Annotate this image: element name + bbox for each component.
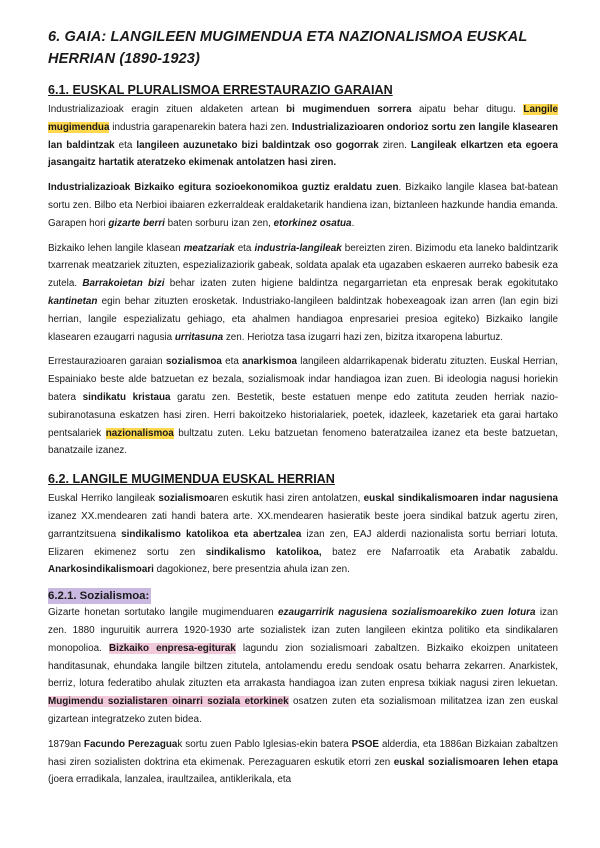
text: izan zen, EAJ alderdi nazionalista sortu berriari lotuta. Elizaren ekimenez sortu zen xyxy=(48,528,558,558)
text: ren eskutik hasi ziren antolatzen, xyxy=(214,493,364,505)
text: alderdia, eta 1886an Bizkaian zabaltzen hasi ziren sozialisten doktrina eta ekimenak. Perezaguaren eskutik etorri zen xyxy=(48,738,558,768)
subsection-heading-6-2-1: 6.2.1. Sozialismoa: xyxy=(48,590,150,603)
text: baten sorburu izan zen, xyxy=(164,217,274,229)
text: . xyxy=(351,217,355,229)
text: langileen auzunetako bizi baldintzak oso gogorrak xyxy=(136,139,379,151)
text: k sortu zuen Pablo Iglesias-ekin batera xyxy=(177,738,352,750)
highlight: Bizkaiko enpresa-egiturak xyxy=(108,642,236,654)
text: sindikalismo katolikoa, xyxy=(205,546,322,558)
paragraph xyxy=(48,604,558,729)
text: anarkismoa xyxy=(242,356,298,368)
text: osatzen zuten eta sozialismoan militatzea izan zen euskal gizartean integratzeko zuten bidea. xyxy=(48,696,558,725)
paragraph xyxy=(48,179,558,232)
text: kantinetan xyxy=(48,295,98,307)
text: eta xyxy=(234,242,255,254)
text: lagundu zion sozialismoari zabaltzen. Bizkaiko ekoizpen unitateen handitasunak, ehundaka langile biltzen zitutela, antolamendu eredu sendoak osatu beharra zekarren. Anarkistek, berriz, lotura federatibo ahulak zituzten eta arrakasta handiagoa izan zuten enpresa txikiak nagusi ziren lekuetan. xyxy=(48,642,559,690)
highlight: nazionalismoa xyxy=(105,427,174,439)
highlight: Langile mugimendua xyxy=(48,104,558,133)
text: langileen aldarrikapenak bideratu zituzten. Euskal Herrian, Espainiako beste alde batzuetan ez bezala, sozialismoak indar handiagoa izan zuen. Bi ideologia nagusi horiekin batera xyxy=(48,356,559,403)
text: sozialismoa xyxy=(158,493,215,505)
paragraph xyxy=(48,101,558,172)
text: Industrializazioak Bizkaiko egitura sozioekonomikoa guztiz eraldatu zuen xyxy=(48,182,399,194)
text: bereizten ziren. Bizimodu eta laneko baldintzarik txarrenak meatzariek zituzten, espezializaziorik gabeak, soldata apalak eta ugazaben eskaeren aurreko babesik eza zutela. xyxy=(48,242,559,290)
text: garatu zen. Bestetik, beste estatuen menpe edo zatituta zeuden herriak nazio-subiranotasuna eskatzen hasi ziren. Herri bakoitzeko historialariek, poetek, idazleek, kazetariek eta garai hartako pentsalariek xyxy=(48,391,558,439)
text: eta xyxy=(114,139,137,151)
text: batez ere Nafarroatik eta Arabatik zabaldu. xyxy=(321,546,558,558)
document-title: 6. GAIA: LANGILEEN MUGIMENDUA ETA NAZIONALISMOA EUSKAL HERRIAN (1890-1923) xyxy=(48,29,528,67)
text: 1879an xyxy=(48,738,84,750)
text: industria garapenarekin batera hazi zen. xyxy=(109,121,292,133)
text: aipatu behar ditugu. xyxy=(411,104,524,115)
text: Industrializazioaren ondorioz sortu zen langile klasearen lan baldintzak xyxy=(48,121,558,151)
text: Euskal Herriko langileak xyxy=(48,493,159,505)
text: ezaugarririk nagusiena sozialismoarekiko zuen lotura xyxy=(278,607,536,619)
text: euskal sozialismoaren lehen etapa xyxy=(393,756,558,768)
text: (joera erradikala, lanzalea, iraultzailea, antiklerikala, eta xyxy=(48,774,292,786)
text: etorkinez osatua xyxy=(273,217,352,229)
text: Langileak elkartzen eta egoera jasangaitz hartatik ateratzeko ekimenak antolatzen hasi ziren. xyxy=(48,139,558,169)
text: PSOE xyxy=(351,738,380,750)
text: gizarte berri xyxy=(108,217,165,229)
text: ziren. xyxy=(378,139,411,151)
document-page xyxy=(48,26,558,796)
text: Errestaurazioaren garaian xyxy=(48,356,166,368)
text: meatzariak xyxy=(183,242,235,254)
paragraph xyxy=(48,240,558,347)
text: Gizarte honetan sortutako langile mugimenduaren xyxy=(48,607,279,619)
highlight: Mugimendu sozialistaren oinarri soziala etorkinek xyxy=(48,696,289,708)
text: izan zen. 1880 inguruitik aurrera 1920-1930 arte sozialistek izan zuten langileen ekintza politiko eta sindikalaren monopolioa. xyxy=(48,607,558,654)
text: dagokionez, bere presentzia ahula izan zen. xyxy=(153,564,350,576)
text: zen. Heriotza tasa izugarri hazi zen, bizitza itxaropena laburtuz. xyxy=(223,331,504,343)
text: urritasuna xyxy=(174,331,224,343)
text: bultzatu zuten. Leku batzuetan fenomeno bateratzailea izanez eta beste batzuetan, banatzaile izanez. xyxy=(48,427,558,457)
text: Anarkosindikalismoari xyxy=(48,564,154,576)
text: sozialismoa xyxy=(165,356,222,368)
text: behar izaten zuten higiene baldintza negargarrietan eta enpresak berak egokitutako xyxy=(164,278,558,290)
text: industria-langileak xyxy=(254,242,342,254)
text: Facundo Perezagua xyxy=(83,738,178,750)
paragraph xyxy=(48,490,558,579)
text: Barrakoietan bizi xyxy=(82,278,165,290)
text: izanez XX.mendearen zati handi batera arte. XX.mendearen hasieratik beste joera sindikal batzuk agertu ziren, garrantzitsuena xyxy=(48,510,558,540)
text: sindikalismo katolikoa eta abertzalea xyxy=(121,528,302,540)
text: egin behar zituzten erosketak. Industriako-langileen baldintzak hobexeagoak izan arren (lan egin bizi herrian, langile espezializatu gehiago, eta ahalmen handiagoa enpresariei presioa egiteko) Bizkaiko langile klasearen ezaugarri nagusia xyxy=(48,295,558,343)
text: sindikatu kristaua xyxy=(82,391,171,403)
text: eta xyxy=(221,356,243,368)
text: . Bizkaiko langile klasea bat-batean sortu zen. Bilbo eta Nerbioi ibaiaren ezkerraldeak eraldaketarik handiena izan, biztanleen hazkunde handia emanda. Garapen hori xyxy=(48,182,558,229)
paragraph xyxy=(48,353,558,460)
text: bi mugimenduen sorrera xyxy=(286,104,412,115)
paragraph xyxy=(48,736,558,789)
text: Industrializazioak eragin zituen aldaketen artean xyxy=(48,104,287,115)
section-heading-6-1: 6.1. EUSKAL PLURALISMOA ERRESTAURAZIO GARAIAN xyxy=(48,83,393,97)
section-heading-6-2: 6.2. LANGILE MUGIMENDUA EUSKAL HERRIAN xyxy=(48,472,335,487)
text: Bizkaiko lehen langile klasean xyxy=(48,242,184,254)
text: euskal sindikalismoaren indar nagusiena xyxy=(363,493,558,505)
